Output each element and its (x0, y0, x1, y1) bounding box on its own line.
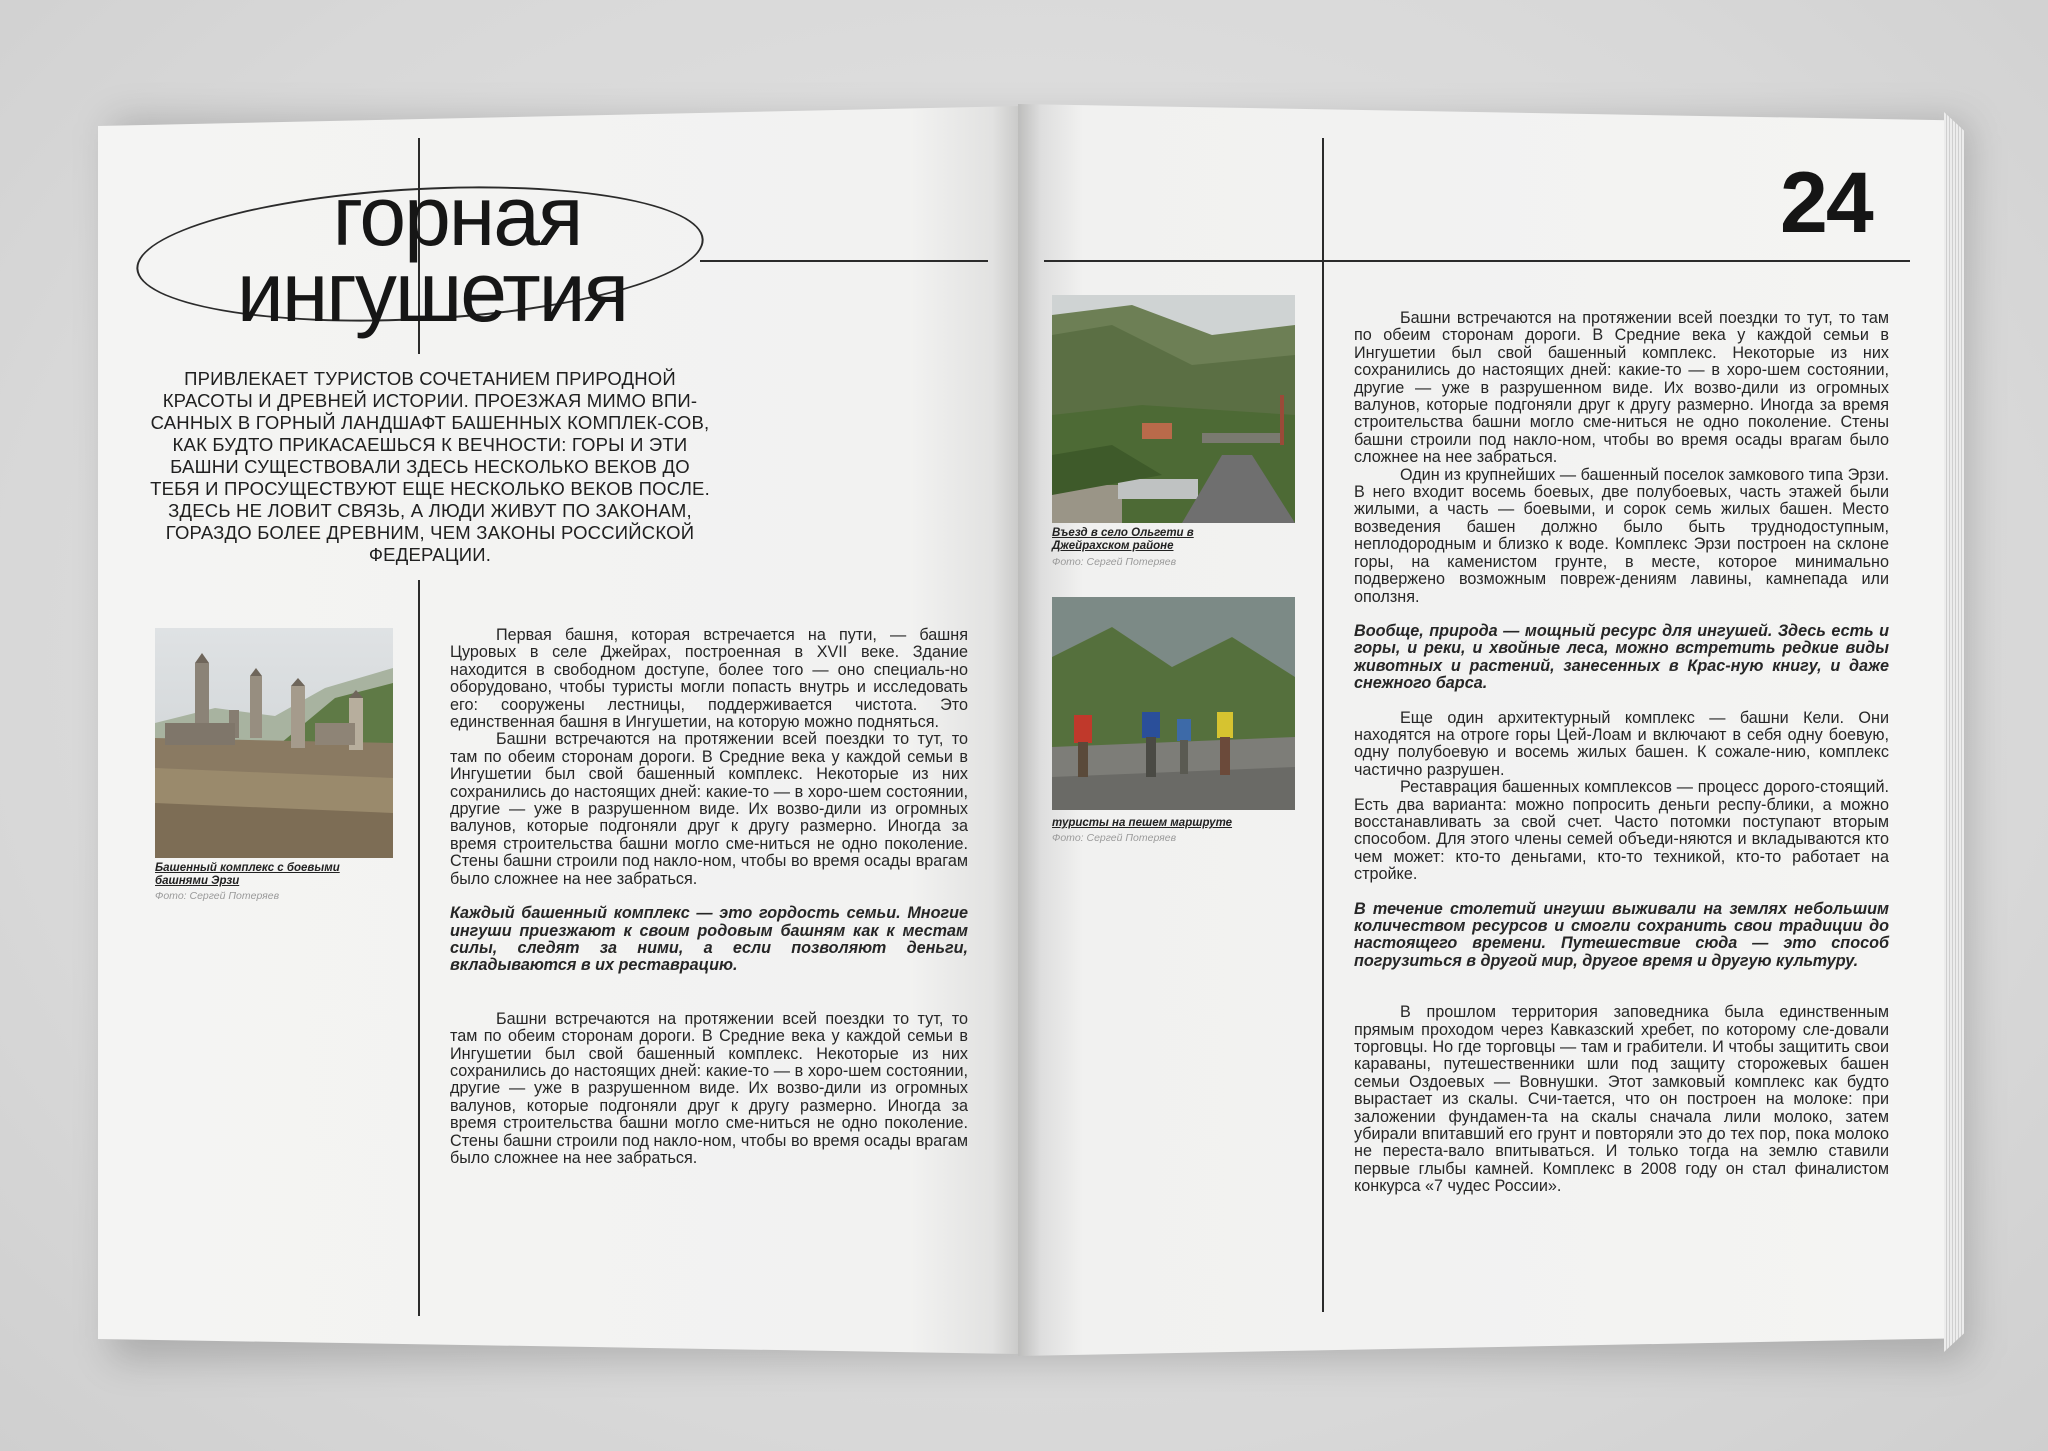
photo-olgeti-entrance (1052, 295, 1295, 523)
photo-erzi-caption: Башенный комплекс с боевыми башнями Эрзи (155, 862, 340, 887)
left-rule-bottom (418, 580, 420, 1316)
right-paragraph-4: Реставрация башенных комплексов — процесс дорого-стоящий. Есть два варианта: можно попросить деньги респу-блики, а можно восстанавливать за свой счет. Часто потомки поступают вторым способом. Для этого члены семей объеди-няются и вкладываются кто чем может: кто-то деньгами, кто-то техникой, кто-то работает на стройке. (1354, 778, 1889, 884)
photo-erzi-towers (155, 628, 393, 858)
photo-hikers-image (1052, 597, 1295, 810)
page-number: 24 (1780, 155, 1872, 251)
right-paragraph-3: Еще один архитектурный комплекс — башни Кели. Они находятся на отроге горы Цей-Лоам и включают в себя одну боевую, одну полубоевую и восемь жилых башен. К сожале-нию, комплекс частично разрушен. (1354, 708, 1889, 779)
photo-erzi-credit: Фото: Сергей Потеряев (155, 890, 280, 902)
right-quote-1: Вообще, природа — мощный ресурс для ингушей. Здесь есть и горы, и реки, и хвойные леса, можно встретить редкие виды животных и растений, занесенных в Крас-ную книгу, и даже снежного барса. (1354, 621, 1889, 693)
photo-olgeti-caption: Въезд в село Ольгети в Джейрахском районе (1052, 527, 1194, 552)
right-quote-2: В течение столетий ингуши выживали на землях небольшим количеством ресурсов и смогли сохранить свои традиции до настоящего времени. Путешествие сюда — это способ погрузиться в другой мир, другое время и другую культуру. (1354, 899, 1889, 970)
right-paragraph-2: Один из крупнейших — башенный поселок замкового типа Эрзи. В него входит восемь боевых, две полубоевых, часть этажей были жилыми, а часть — боевыми, и сорок семь жилых башен. Место возведения башен должно было быть труднодоступным, неплодородным и близко к воде. Комплекс Эрзи построен на склоне горы, на каменистом грунте, в месте, которое минимально подвержено возможным повреж-дениям лавины, камнепада или оползня. (1354, 465, 1889, 606)
right-body-column (1354, 310, 1889, 1196)
right-rule-vertical (1322, 138, 1324, 1312)
photo-olgeti-image (1052, 295, 1295, 523)
left-paragraph-3: Башни встречаются на протяжении всей поездки то тут, то там по обеим сторонам дороги. В Средние века у каждой семьи в Ингушетии был свой башенный комплекс. Некоторые из них сохранились до настоящих дней: какие-то — в хоро-шем состоянии, другие — уже в разрушенном виде. Их возво-дили из огромных валунов, которые подгоняли друг к другу размерно. Иногда за время строительства башни могло сме-ниться не одно поколение. Стены башни строили под накло-ном, чтобы во время осады врагам было сложнее на нее забраться. (450, 1009, 968, 1167)
photo-hikers-caption: туристы на пешем маршруте (1052, 817, 1233, 829)
photo-hikers (1052, 597, 1295, 810)
photo-erzi-image (155, 628, 393, 858)
left-paragraph-1: Первая башня, которая встречается на пути, — башня Цуровых в селе Джейрах, построенная в XVII веке. Здание находится в свободном доступе, более того — оно специаль-но оборудовано, чтобы туристы могли попасть внутрь и исследовать его: сооружены лестницы, поддерживается чистота. Это единственная башня в Ингушетии, на которую можно подняться. (450, 626, 968, 732)
lead-paragraph: ПРИВЛЕКАЕТ ТУРИСТОВ СОЧЕТАНИЕМ ПРИРОДНОЙ КРАСОТЫ И ДРЕВНЕЙ ИСТОРИИ. ПРОЕЗЖАЯ МИМО ВПИ-САННЫХ В ГОРНЫЙ ЛАНДШАФТ БАШЕННЫХ КОМПЛЕК-СОВ, КАК БУДТО ПРИКАСАЕШЬСЯ К ВЕЧНОСТИ: ГОРЫ И ЭТИ БАШНИ СУЩЕСТВОВАЛИ ЗДЕСЬ НЕСКОЛЬКО ВЕКОВ ДО ТЕБЯ И ПРОСУЩЕСТВУЮТ ЕЩЕ НЕСКОЛЬКО ВЕКОВ ПОСЛЕ. ЗДЕСЬ НЕ ЛОВИТ СВЯЗЬ, А ЛЮДИ ЖИВУТ ПО ЗАКОНАМ, ГОРАЗДО БОЛЕЕ ДРЕВНИМ, ЧЕМ ЗАКОНЫ РОССИЙСКОЙ ФЕДЕРАЦИИ. (150, 368, 710, 565)
right-paragraph-5: В прошлом территория заповедника была единственным прямым проходом через Кавказский хребет, по которому сле-довали торговцы. Но где торговцы — там и грабители. И чтобы защитить свои караваны, путешественники шли под защиту сторожевых башен семьи Оздоевых — Вовнушки. Этот замковый комплекс как будто вырастает из скалы. Счи-тается, что он построен на молоке: при заложении фундамен-та на скалы сначала лили молоко, затем убирали впитавший его грунт и повторяли это до тех пор, пока молоко не переста-вало впитываться. И только тогда на землю ставили первые глыбы камней. Комплекс в 2008 году он стал финалистом конкурса «7 чудес России». (1354, 1003, 1889, 1196)
title-line-1: горная (332, 169, 582, 263)
left-paragraph-2: Башни встречаются на протяжении всей поездки то тут, то там по обеим сторонам дороги. В Средние века у каждой семьи в Ингушетии был свой башенный комплекс. Некоторые из них сохранились до настоящих дней: какие-то — в хоро-шем состоянии, другие — уже в разрушенном виде. Их возво-дили из огромных валунов, которые подгоняли друг к другу размерно. Иногда за время строительства башни могло сме-ниться не одно поколение. Стены башни строили под накло-ном, чтобы во время осады врагам было сложнее на нее забраться. (450, 730, 968, 888)
title-line-2: ингушетия (236, 245, 628, 339)
page-edges (1944, 112, 1964, 1352)
right-paragraph-1: Башни встречаются на протяжении всей поездки то тут, то там по обеим сторонам дороги. В Средние века у каждой семьи в Ингушетии был свой башенный комплекс. Некоторые из них сохранились до настоящих дней: какие-то — в хоро-шем состоянии, другие — уже в разрушенном виде. Их возво-дили из огромных валунов, которые подгоняли друг к другу размерно. Иногда за время строительства башни могло сме-ниться не одно поколение. Стены башни строили под накло-ном, чтобы во время осады врагам было сложнее на нее забраться. (1354, 309, 1889, 467)
photo-olgeti-credit: Фото: Сергей Потеряев (1052, 556, 1177, 568)
photo-hikers-credit: Фото: Сергей Потеряев (1052, 832, 1177, 844)
left-body-column (450, 627, 968, 1167)
page-title (172, 169, 732, 339)
left-quote: Каждый башенный комплекс — это гордость семьи. Многие ингуши приезжают к своим родовым башням как к местам силы, следят за ними, а если позволяют деньги, вкладываются в их реставрацию. (450, 904, 968, 975)
right-rule-horizontal (1044, 260, 1910, 262)
left-rule-horizontal (700, 260, 988, 262)
